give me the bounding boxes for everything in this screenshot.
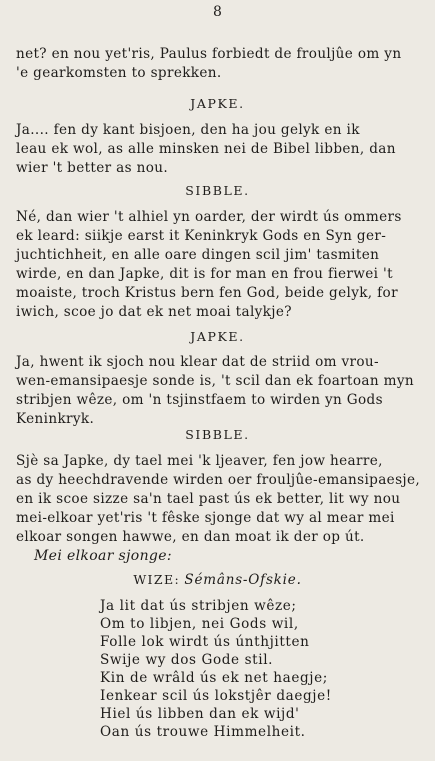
text-line: net? en nou yet'ris, Paulus forbiedt de frouljûe om yn: [16, 46, 402, 62]
poem-line: Folle lok wirdt ús únthjitten: [100, 634, 310, 650]
text-line: mei-elkoar yet'ris 't fêske sjonge dat wy al mear mei: [16, 510, 395, 526]
poem-line: Oan ús trouwe Himmelheit.: [100, 724, 306, 740]
text-line: 'e gearkomsten to sprekken.: [16, 65, 222, 81]
poem-line: Swije wy dos Gode stil.: [100, 652, 274, 668]
text-line: Keninkryk.: [16, 411, 95, 427]
poem-line: Kin de wrâld ús ek net haegje;: [100, 670, 328, 686]
poem-line: Om to libjen, nei Gods wil,: [100, 616, 299, 632]
text-line: Né, dan wier 't alhiel yn oarder, der wirdt ús ommers: [16, 209, 402, 225]
page-number: 8: [213, 4, 222, 20]
text-line: wen-emansipaesje sonde is, 't scil dan ek foartoan myn: [16, 373, 414, 389]
text-line: Ja.... fen dy kant bisjoen, den ha jou gelyk en ik: [16, 122, 360, 138]
text-line: leau ek wol, as alle minsken nei de Bibel libben, dan: [16, 141, 396, 157]
poem-line: Ja lit dat ús stribjen wêze;: [100, 598, 297, 614]
text-line: Ja, hwent ik sjoch nou klear dat de striid om vrou-: [16, 354, 379, 370]
text-line: ek leard: siikje earst it Keninkryk Gods en Syn ger-: [16, 228, 387, 244]
tune-label: WIZE:: [133, 572, 181, 587]
text-line: iwich, scoe jo dat ek net moai talykje?: [16, 304, 292, 320]
text-line: elkoar songen hawwe, en dan moat ik der op út.: [16, 529, 365, 545]
text-line: stribjen wêze, om 'n tsjinstfaem to wirden yn Gods: [16, 392, 383, 408]
text-line: wier 't better as nou.: [16, 160, 169, 176]
text-line: as dy heechdravende wirden oer frouljûe-emansipaesje,: [16, 472, 421, 488]
sing-direction: Mei elkoar sjonge:: [34, 548, 172, 564]
speaker-heading: SIBBLE.: [185, 183, 250, 198]
poem-line: Hiel ús libben dan ek wijd': [100, 706, 300, 722]
text-line: moaiste, troch Kristus bern fen God, beide gelyk, for: [16, 285, 398, 301]
speaker-heading: JAPKE.: [190, 329, 245, 344]
text-line: wirde, en dan Japke, dit is for man en frou fierwei 't: [16, 266, 393, 282]
speaker-heading: SIBBLE.: [185, 427, 250, 442]
tune-heading: [0, 571, 435, 589]
speaker-heading: JAPKE.: [190, 96, 245, 111]
tune-name: Sémâns-Ofskie.: [184, 572, 302, 588]
text-line: Sjè sa Japke, dy tael mei 'k ljeaver, fen jow hearre,: [16, 453, 383, 469]
text-line: en ik scoe sizze sa'n tael past ús ek better, lit wy nou: [16, 491, 401, 507]
text-line: juchtichheit, en alle oare dingen scil jim' tasmiten: [16, 247, 380, 263]
poem-line: Ienkear scil ús lokstjêr daegje!: [100, 688, 332, 704]
